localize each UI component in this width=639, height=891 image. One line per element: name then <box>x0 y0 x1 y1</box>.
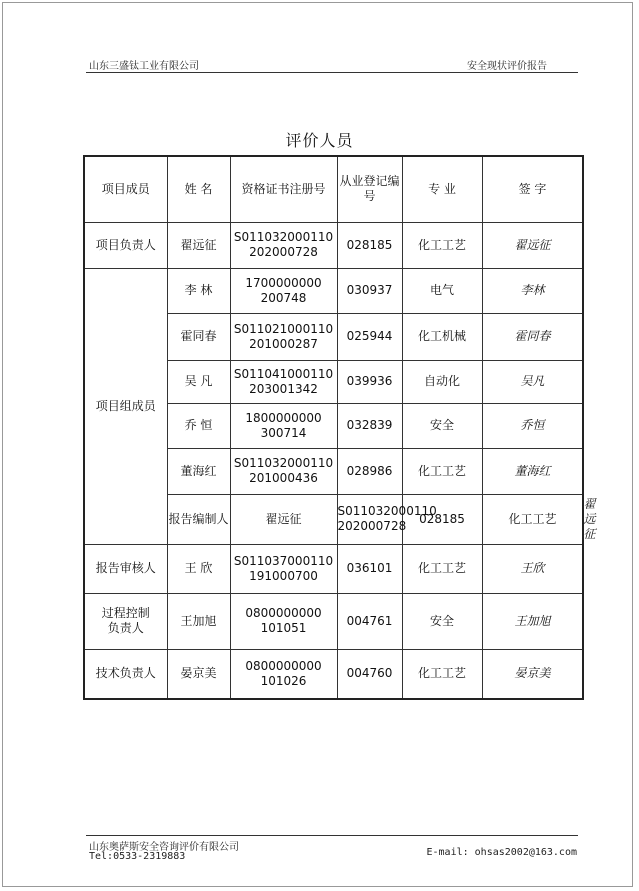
major-cell: 安全 <box>402 593 482 649</box>
name-cell: 翟远征 <box>167 222 230 268</box>
table-header-row <box>84 156 583 222</box>
signature-cell: 霍同春 <box>482 313 583 360</box>
role-cell: 项目组成员 <box>84 268 167 544</box>
major-cell: 化工工艺 <box>402 448 482 494</box>
emp-cell: 004760 <box>337 649 402 699</box>
name-cell: 王 欣 <box>167 544 230 593</box>
emp-cell: 004761 <box>337 593 402 649</box>
table-row <box>84 544 583 593</box>
signature-cell: 王加旭 <box>482 593 583 649</box>
cert-cell: 0800000000 101051 <box>230 593 337 649</box>
cert-cell: 0800000000 101026 <box>230 649 337 699</box>
signature-cell: 董海红 <box>482 448 583 494</box>
col-header-major: 专 业 <box>402 156 482 222</box>
name-cell: 吴 凡 <box>167 360 230 403</box>
emp-cell: 025944 <box>337 313 402 360</box>
col-header-role: 项目成员 <box>84 156 167 222</box>
footer-company: 山东奥萨斯安全咨询评价有限公司 <box>89 842 239 853</box>
major-cell: 化工工艺 <box>402 222 482 268</box>
emp-cell: 028185 <box>402 494 482 544</box>
col-header-employment-no: 从业登记编号 <box>337 156 402 222</box>
name-cell: 翟远征 <box>230 494 337 544</box>
name-cell: 王加旭 <box>167 593 230 649</box>
table-row <box>84 649 583 699</box>
emp-cell: 036101 <box>337 544 402 593</box>
table-row <box>84 593 583 649</box>
major-cell: 自动化 <box>402 360 482 403</box>
cert-cell: S011037000110 191000700 <box>230 544 337 593</box>
name-cell: 董海红 <box>167 448 230 494</box>
cert-cell: 1800000000 300714 <box>230 403 337 448</box>
col-header-signature: 签 字 <box>482 156 583 222</box>
cert-cell: S011032000110 202000728 <box>230 222 337 268</box>
header-divider <box>86 72 578 73</box>
cert-cell: 1700000000 200748 <box>230 268 337 313</box>
header-report-title: 安全现状评价报告 <box>467 61 547 72</box>
major-cell: 化工工艺 <box>482 494 583 544</box>
col-header-name: 姓 名 <box>167 156 230 222</box>
major-cell: 化工工艺 <box>402 544 482 593</box>
header-company: 山东三盛钛工业有限公司 <box>89 61 199 72</box>
major-cell: 化工机械 <box>402 313 482 360</box>
signature-cell: 乔恒 <box>482 403 583 448</box>
footer-email: E-mail: ohsas2002@163.com <box>426 847 577 858</box>
signature-cell: 晏京美 <box>482 649 583 699</box>
cert-cell: S011041000110 203001342 <box>230 360 337 403</box>
emp-cell: 032839 <box>337 403 402 448</box>
evaluator-table <box>83 155 596 700</box>
footer-divider <box>86 835 578 836</box>
signature-cell: 王欣 <box>482 544 583 593</box>
role-cell: 过程控制负责人 <box>84 593 167 649</box>
emp-cell: 039936 <box>337 360 402 403</box>
page-title: 评价人员 <box>285 131 354 150</box>
table-row <box>84 222 583 268</box>
role-cell: 项目负责人 <box>84 222 167 268</box>
cert-cell: S011021000110 201000287 <box>230 313 337 360</box>
cert-cell: S011032000110 201000436 <box>230 448 337 494</box>
signature-cell: 翟远征 <box>482 222 583 268</box>
signature-cell: 李林 <box>482 268 583 313</box>
table-row <box>84 268 583 313</box>
role-cell: 报告编制人 <box>167 494 230 544</box>
name-cell: 霍同春 <box>167 313 230 360</box>
table-row: 报告编制人 翟远征 S011032000110 202000728 028185 化工工艺 翟远征 <box>84 494 583 544</box>
footer-phone: Tel:0533-2319883 <box>89 851 186 862</box>
major-cell: 化工工艺 <box>402 649 482 699</box>
signature-cell: 吴凡 <box>482 360 583 403</box>
emp-cell: 028185 <box>337 222 402 268</box>
emp-cell: 030937 <box>337 268 402 313</box>
name-cell: 乔 恒 <box>167 403 230 448</box>
name-cell: 李 林 <box>167 268 230 313</box>
cert-cell: S011032000110 202000728 <box>337 494 402 544</box>
role-cell: 报告审核人 <box>84 544 167 593</box>
major-cell: 电气 <box>402 268 482 313</box>
emp-cell: 028986 <box>337 448 402 494</box>
role-cell: 技术负责人 <box>84 649 167 699</box>
name-cell: 晏京美 <box>167 649 230 699</box>
col-header-cert-no: 资格证书注册号 <box>230 156 337 222</box>
major-cell: 安全 <box>402 403 482 448</box>
